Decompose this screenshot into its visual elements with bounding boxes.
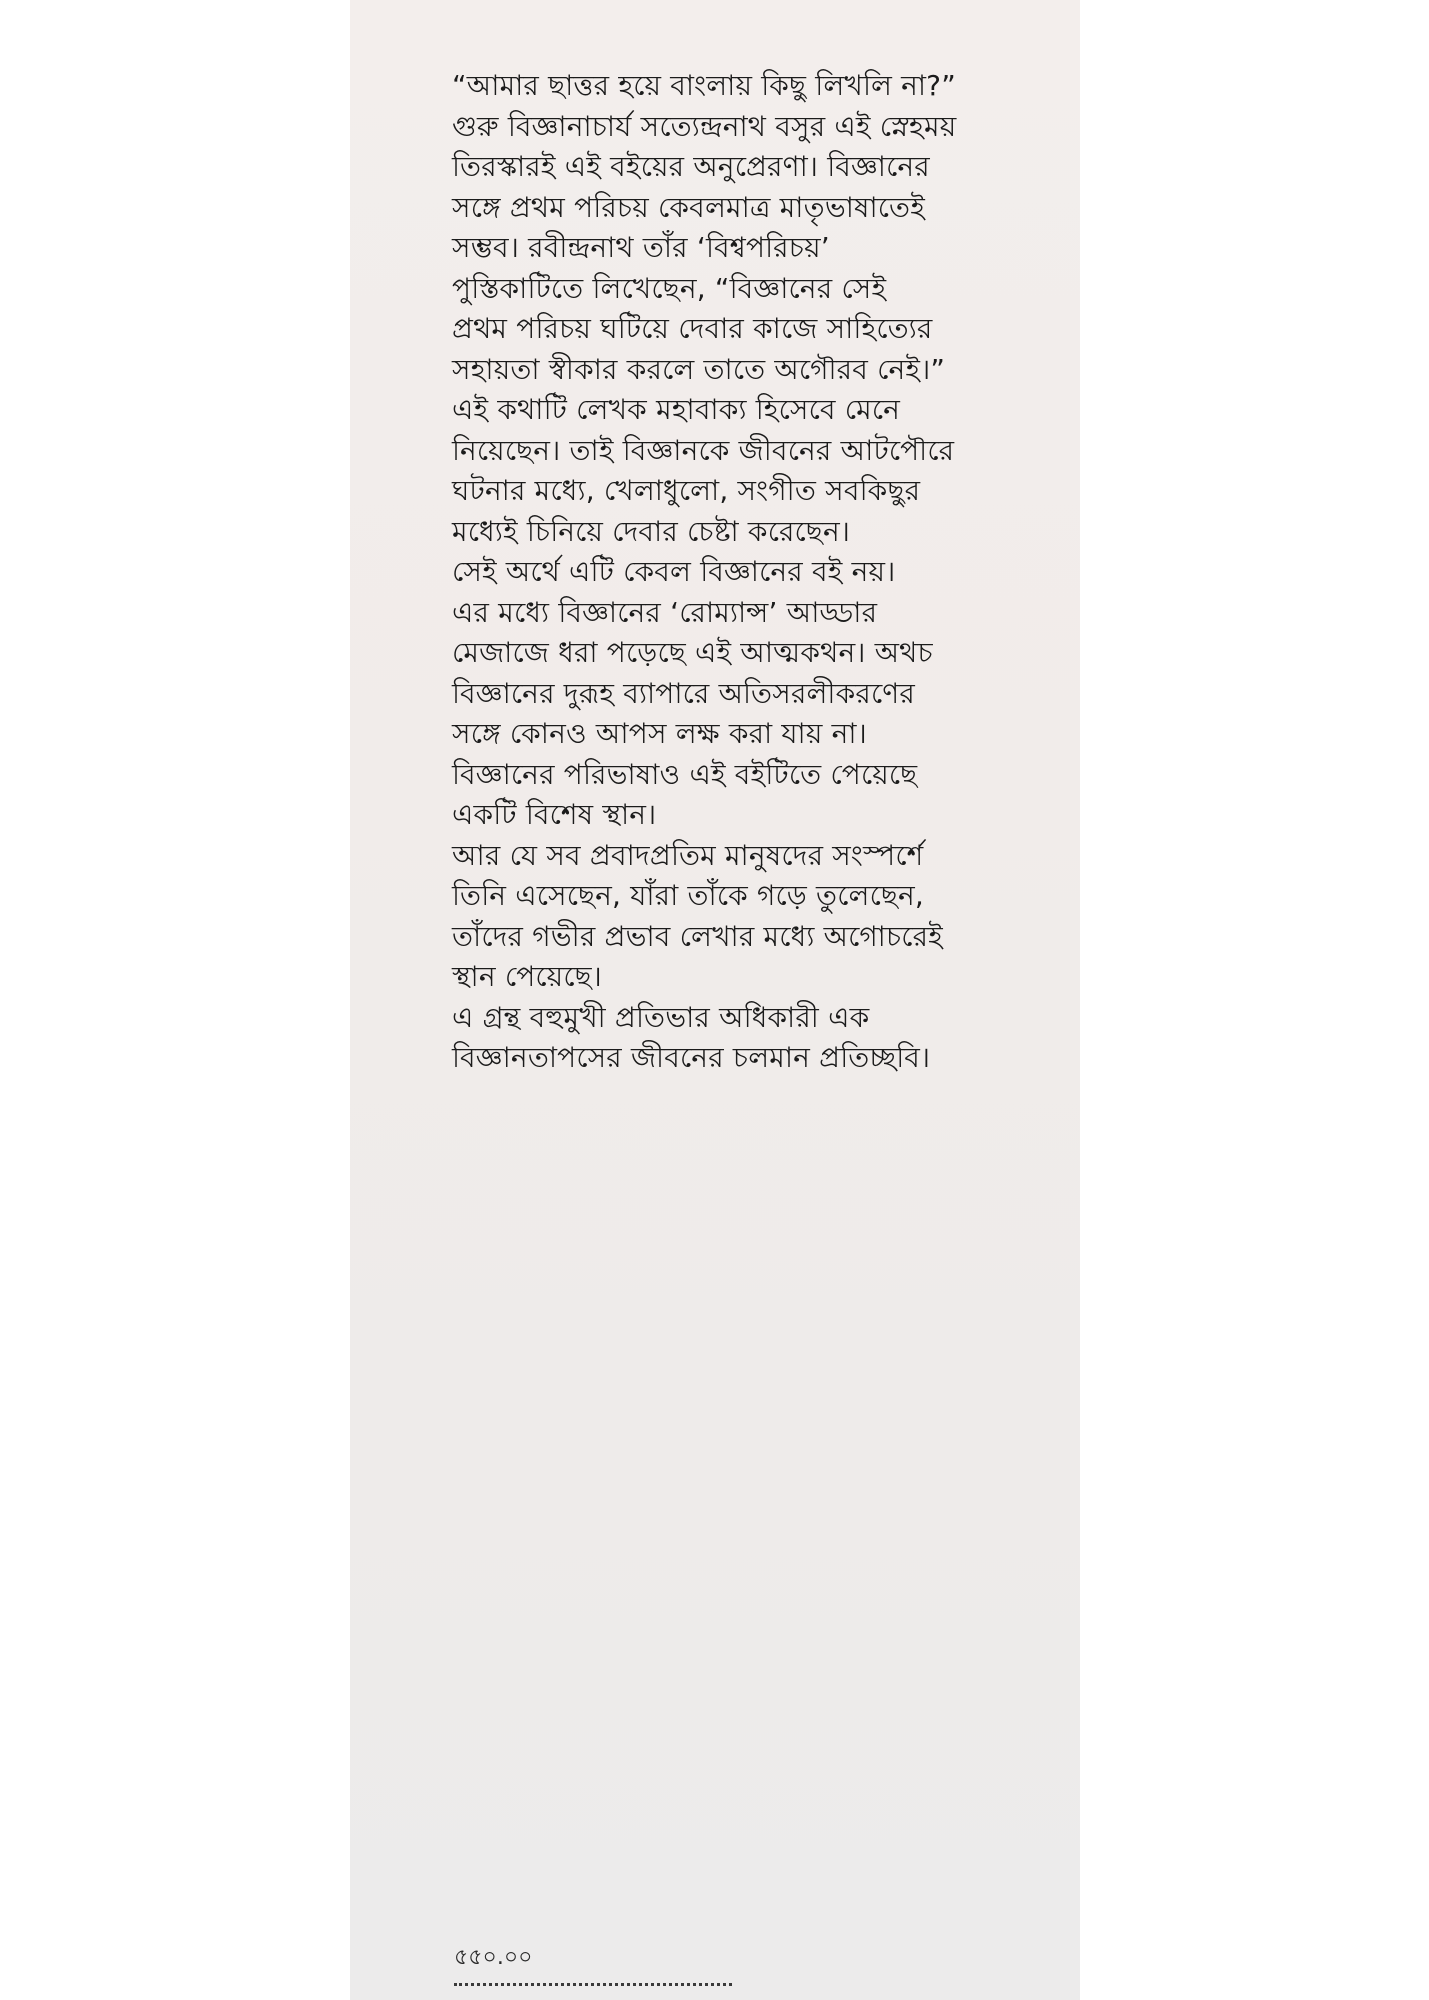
blurb-line: নিয়েছেন। তাই বিজ্ঞানকে জীবনের আটপৌরে [452, 433, 955, 467]
blurb-line: বিজ্ঞানতাপসের জীবনের চলমান প্রতিচ্ছবি। [452, 1041, 931, 1074]
blurb-line: স্থান পেয়েছে। [452, 960, 603, 993]
blurb-text [452, 66, 1052, 1079]
blurb-line: গুরু বিজ্ঞানাচার্য সত্যেন্দ্রনাথ বসুর এই স্নেহময় [452, 109, 957, 143]
blurb-line: সেই অর্থে এটি কেবল বিজ্ঞানের বই নয়। [452, 555, 896, 588]
blurb-line: বিজ্ঞানের পরিভাষাও এই বইটিতে পেয়েছে [452, 757, 918, 791]
blurb-line: সঙ্গে প্রথম পরিচয় কেবলমাত্র মাতৃভাষাতেই [452, 190, 925, 224]
blurb-line: বিজ্ঞানের দুরূহ ব্যাপারে অতিসরলীকরণের [452, 676, 916, 710]
blurb-line: সম্ভব। রবীন্দ্রনাথ তাঁর ‘বিশ্বপরিচয়’ [452, 231, 830, 264]
blurb-line: আর যে সব প্রবাদপ্রতিম মানুষদের সংস্পর্শে [452, 838, 924, 872]
blurb-line: মধ্যেই চিনিয়ে দেবার চেষ্টা করেছেন। [452, 514, 851, 548]
price-label: ৫৫০.০০ [454, 1945, 533, 1970]
blurb-line: সঙ্গে কোনও আপস লক্ষ করা যায় না। [452, 717, 867, 750]
blurb-line: “আমার ছাত্তর হয়ে বাংলায় কিছু লিখলি না?” [452, 69, 956, 102]
blurb-line: তাঁদের গভীর প্রভাব লেখার মধ্যে অগোচরেই [452, 919, 943, 953]
blurb-line: একটি বিশেষ স্থান। [452, 798, 657, 831]
blurb-line: ঘটনার মধ্যে, খেলাধুলো, সংগীত সবকিছুর [452, 474, 921, 507]
blurb-line: তিরস্কারই এই বইয়ের অনুপ্রেরণা। বিজ্ঞানের [452, 150, 930, 183]
blurb-line: তিনি এসেছেন, যাঁরা তাঁকে গড়ে তুলেছেন, [452, 879, 925, 912]
blurb-line: এই কথাটি লেখক মহাবাক্য হিসেবে মেনে [452, 393, 901, 426]
blurb-line: সহায়তা স্বীকার করলে তাতে অগৌরব নেই।” [452, 352, 946, 386]
blurb-line: মেজাজে ধরা পড়েছে এই আত্মকথন। অথচ [452, 636, 933, 669]
blurb-line: পুস্তিকাটিতে লিখেছেন, “বিজ্ঞানের সেই [452, 271, 887, 305]
blurb-line: এ গ্রন্থ বহুমুখী প্রতিভার অধিকারী এক [452, 1000, 870, 1034]
blurb-line: এর মধ্যে বিজ্ঞানের ‘রোম্যান্স’ আড্ডার [452, 595, 878, 629]
dotted-divider [454, 1983, 732, 1986]
blurb-line: প্রথম পরিচয় ঘটিয়ে দেবার কাজে সাহিত্যের [452, 312, 933, 345]
book-jacket-flap [350, 0, 1080, 2000]
